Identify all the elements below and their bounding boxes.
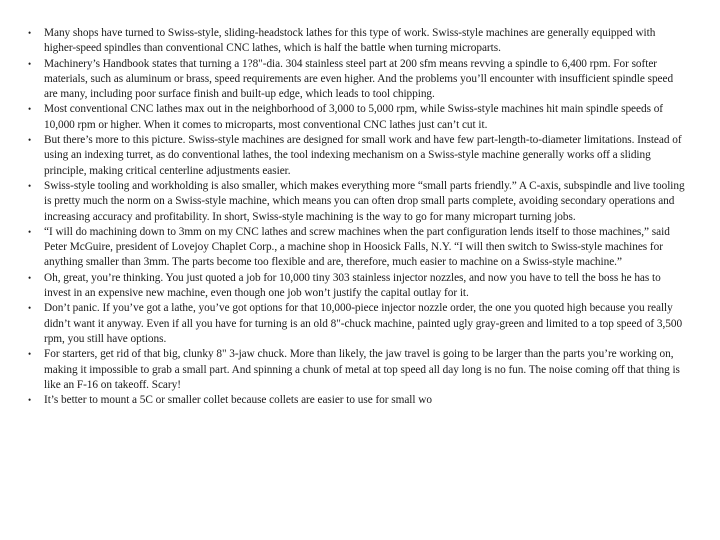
bullet-item (28, 57, 688, 103)
bullet-icon: • (28, 395, 32, 406)
bullet-icon: • (28, 349, 32, 360)
bullet-item (28, 102, 688, 133)
bullet-item (28, 301, 688, 347)
bullet-icon: • (28, 58, 32, 69)
bullet-text: Machinery’s Handbook states that turning a 1?8"-dia. 304 stainless steel part at 200 sfm means revving a spindle to 6,400 rpm. For softer materials, such as aluminum or brass, speed requirements are even higher. And the problems you’ll encounter with insufficient spindle speed are many, including poor surface finish and built-up edge, which leads to tool chipping. (44, 57, 674, 101)
bullet-item (28, 271, 688, 302)
bullet-icon: • (28, 303, 32, 314)
bullet-text: Don’t panic. If you’ve got a lathe, you’ve got options for that 10,000-piece injector nozzle order, the one you quoted high because you really didn’t want it anyway. Even if all you have for turning is an old 8"-chuck machine, painted ugly gray-green and limited to a top speed of 3,500 rpm, you still have options. (44, 302, 683, 345)
bullet-icon: • (28, 28, 32, 38)
bullet-icon: • (28, 135, 32, 146)
bullet-icon: • (28, 104, 32, 115)
bullet-item (28, 179, 688, 225)
bullet-item (28, 225, 688, 271)
bullet-text: Swiss-style tooling and workholding is also smaller, which makes everything more “small parts friendly.” A C-axis, subspindle and live tooling is pretty much the norm on a Swiss-style machine, which means you can often drop small parts complete, avoiding secondary operations and increasing accuracy and profitability. In short, Swiss-style machining is the way to go for many micropart turning jobs. (44, 179, 685, 223)
bullet-item (28, 133, 688, 179)
bullet-text: Most conventional CNC lathes max out in the neighborhood of 3,000 to 5,000 rpm, while Swiss-style machines hit main spindle speeds of 10,000 rpm or higher. When it comes to microparts, most conventional CNC lathes just can’t cut it. (44, 103, 663, 131)
bullet-item (28, 393, 688, 408)
bullet-icon: • (28, 180, 32, 191)
bullet-item (28, 26, 688, 57)
bullet-text: For starters, get rid of that big, clunky 8" 3-jaw chuck. More than likely, the jaw travel is going to be larger than the parts you’re working on, making it impossible to grab a small part. And spinning a chunk of metal at top speed all day long is no fun. The noise coming off that thing is like an F-16 on takeoff. Scary! (44, 348, 680, 391)
bullet-item (28, 347, 688, 393)
bullet-text: It’s better to mount a 5C or smaller collet because collets are easier to use for small wo (44, 394, 432, 407)
bullet-icon: • (28, 226, 32, 237)
bullet-icon: • (28, 272, 32, 283)
bullet-list (28, 26, 688, 408)
bullet-text: But there’s more to this picture. Swiss-style machines are designed for small work and have few part-length-to-diameter limitations. Instead of using an indexing turret, as do conventional lathes, the tool indexing mechanism on a Swiss-style machine generally works off a sliding principle, making critical centerline adjustments easier. (44, 134, 682, 177)
bullet-text: “I will do machining down to 3mm on my CNC lathes and screw machines when the part configuration lends itself to those machines,” said Peter McGuire, president of Lovejoy Chaplet Corp., a machine shop in Hoosick Falls, N.Y. “I will then switch to Swiss-style machines for anything smaller than 3mm. The parts become too flexible and are, therefore, much easier to machine on a Swiss-style machine.” (44, 225, 670, 269)
bullet-text: Many shops have turned to Swiss-style, sliding-headstock lathes for this type of work. Swiss-style machines are generally equipped with higher-speed spindles than conventional CNC lathes, which is half the battle when turning microparts. (44, 27, 656, 55)
bullet-text: Oh, great, you’re thinking. You just quoted a job for 10,000 tiny 303 stainless injector nozzles, and now you have to tell the boss he has to invest in an expensive new machine, even though one job won’t justify the capital outlay for it. (44, 271, 661, 300)
